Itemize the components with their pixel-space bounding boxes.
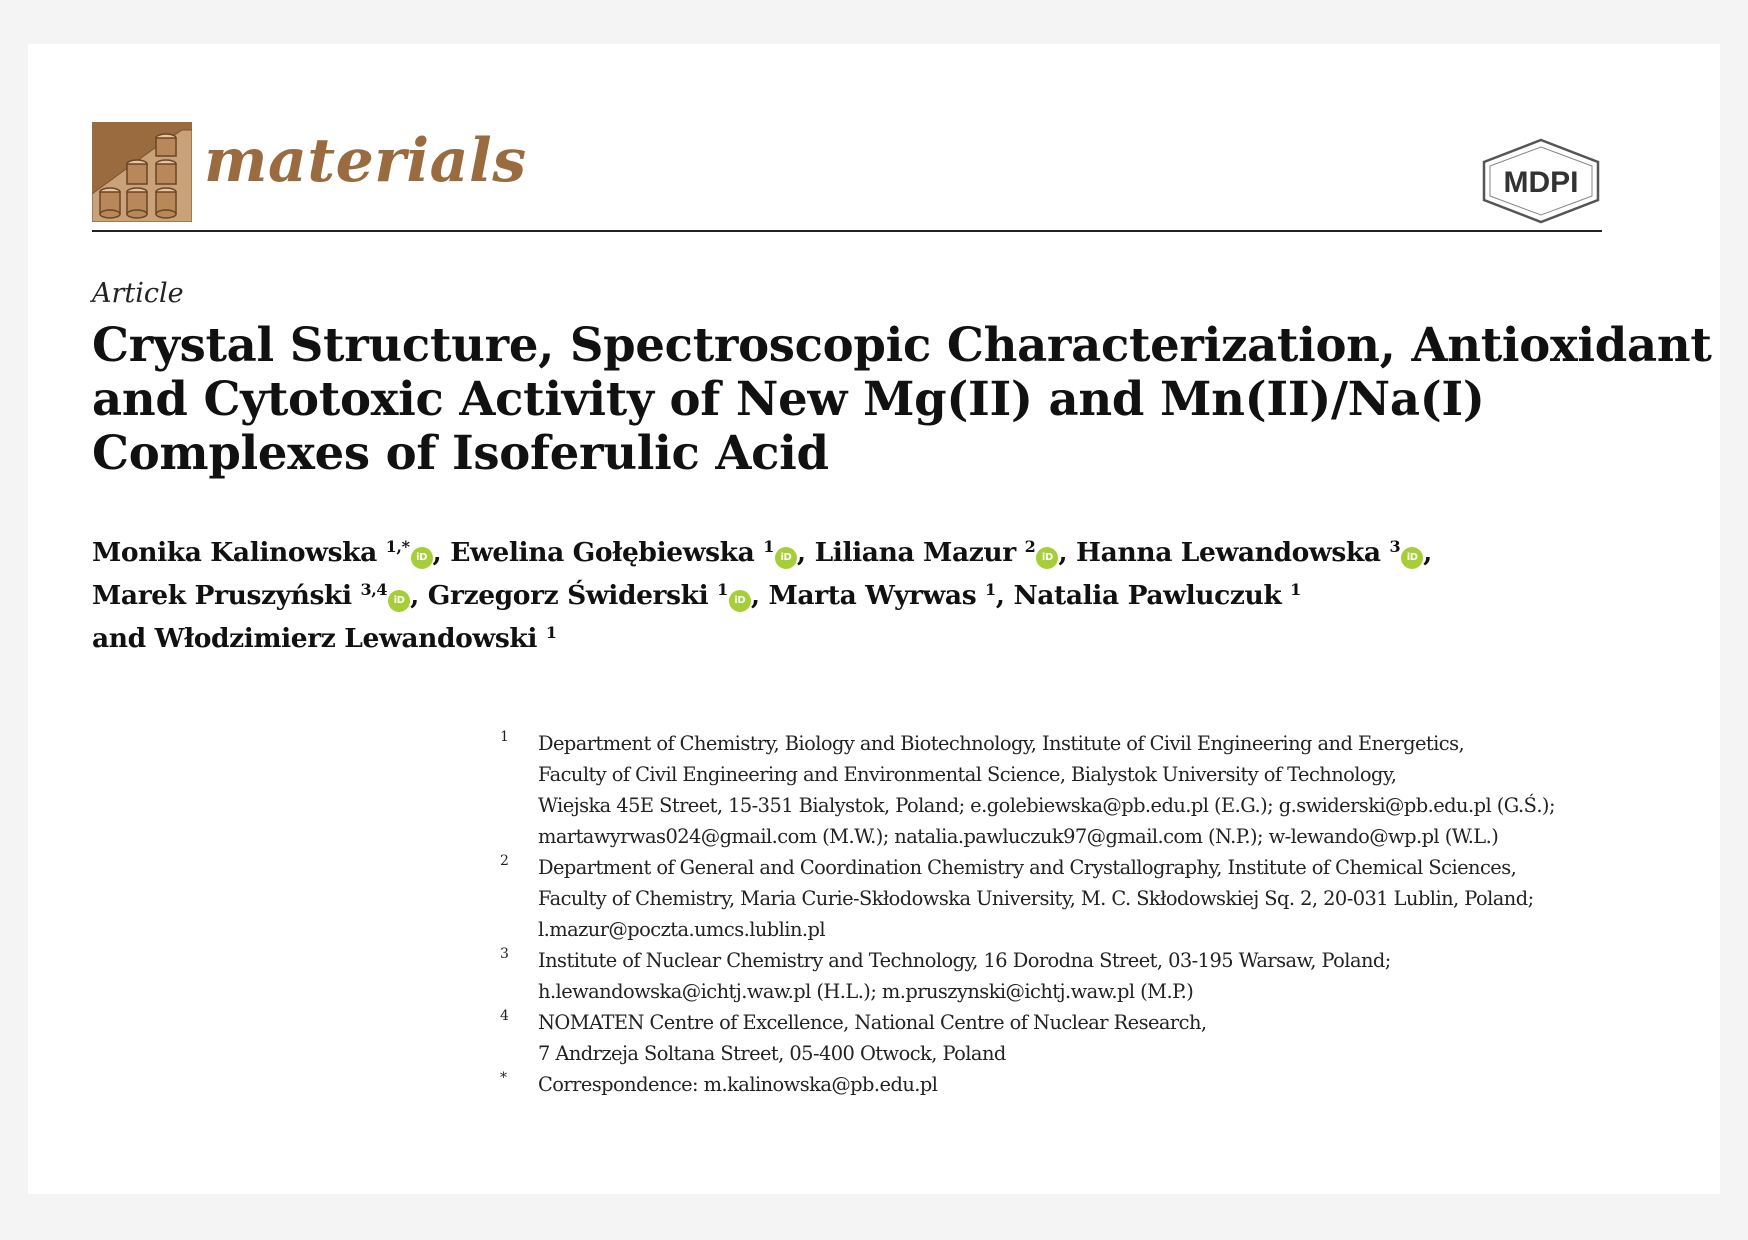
- affiliation-line: martawyrwas024@gmail.com (M.W.); natalia.pawluczuk97@gmail.com (N.P.); w-lewando@wp.pl (W.L.): [538, 825, 1499, 848]
- author-affiliation-sup: 1: [717, 580, 728, 599]
- affiliation-mark: 4: [500, 1008, 509, 1024]
- author-line: [92, 614, 1632, 657]
- affiliation-line: h.lewandowska@ichtj.waw.pl (H.L.); m.pruszynski@ichtj.waw.pl (M.P.): [538, 980, 1194, 1003]
- author-separator: ,: [750, 580, 769, 611]
- affiliation: [496, 852, 1636, 945]
- author: [450, 537, 814, 568]
- affiliation-line: Institute of Nuclear Chemistry and Technology, 16 Dorodna Street, 03-195 Warsaw, Poland;: [538, 949, 1391, 972]
- author-affiliation-sup: 1,*: [385, 537, 410, 556]
- title-line: Complexes of Isoferulic Acid: [92, 425, 829, 480]
- journal-logo-icon: [92, 122, 192, 222]
- affiliation-mark: 1: [500, 729, 509, 745]
- author-affiliation-sup: 1: [545, 623, 557, 642]
- author-name: and Włodzimierz Lewandowski: [92, 623, 537, 654]
- author: [1076, 537, 1432, 568]
- author-affiliation-sup: 2: [1024, 537, 1036, 556]
- author-affiliation-sup: 1: [985, 580, 996, 599]
- author: [92, 580, 428, 611]
- author-name: Natalia Pawluczuk: [1013, 580, 1282, 611]
- affiliation: [496, 1007, 1636, 1069]
- affiliation-mark: 3: [500, 946, 509, 962]
- author-separator: ,: [796, 537, 815, 568]
- author-separator: ,: [1423, 537, 1432, 568]
- author: [428, 580, 769, 611]
- affiliation: [496, 1069, 1636, 1100]
- author: [92, 623, 557, 654]
- mdpi-logo-icon: [1480, 138, 1602, 224]
- orcid-icon[interactable]: iD: [729, 590, 751, 612]
- author: [1013, 580, 1300, 611]
- author-name: Hanna Lewandowska: [1076, 537, 1381, 568]
- author: [92, 537, 450, 568]
- mdpi-logo-text: MDPI: [1503, 166, 1579, 199]
- article-type: Article: [92, 278, 184, 309]
- title-line: and Cytotoxic Activity of New Mg(II) and Mn(II)/Na(I): [92, 371, 1485, 426]
- author-affiliation-sup: 3,4: [360, 580, 388, 599]
- author-name: Marta Wyrwas: [768, 580, 977, 611]
- affiliation: [496, 945, 1636, 1007]
- affiliation-mark: 2: [500, 853, 509, 869]
- author-line: [92, 571, 1632, 614]
- affiliation: [496, 728, 1636, 852]
- title-line: Crystal Structure, Spectroscopic Characterization, Antioxidant: [92, 317, 1712, 372]
- affiliation-line: Faculty of Chemistry, Maria Curie-Skłodowska University, M. C. Skłodowskiej Sq. 2, 20-031 Lublin, Poland;: [538, 887, 1534, 910]
- affiliation-line: Correspondence: m.kalinowska@pb.edu.pl: [538, 1073, 938, 1096]
- affiliation-list: [496, 728, 1636, 1100]
- orcid-icon[interactable]: iD: [1036, 547, 1058, 569]
- author-list: [92, 528, 1632, 657]
- author-separator: ,: [410, 580, 428, 611]
- journal-name: materials: [204, 126, 527, 196]
- author-name: Grzegorz Świderski: [427, 580, 709, 611]
- author: [768, 580, 1013, 611]
- affiliation-line: Department of General and Coordination Chemistry and Crystallography, Institute of Chemical Sciences,: [538, 856, 1517, 879]
- affiliation-line: Wiejska 45E Street, 15-351 Bialystok, Poland; e.golebiewska@pb.edu.pl (E.G.); g.swiderski@pb.edu.pl (G.Ś.);: [538, 794, 1555, 817]
- affiliation-mark: *: [500, 1070, 507, 1086]
- journal-header: [92, 122, 1602, 232]
- paper-title: [92, 317, 1712, 480]
- orcid-icon[interactable]: iD: [775, 547, 797, 569]
- author-line: [92, 528, 1632, 571]
- author-affiliation-sup: 1: [1290, 580, 1301, 599]
- affiliation-line: 7 Andrzeja Soltana Street, 05-400 Otwock, Poland: [538, 1042, 1006, 1065]
- author-affiliation-sup: 1: [763, 537, 774, 556]
- affiliation-line: NOMATEN Centre of Excellence, National Centre of Nuclear Research,: [538, 1011, 1207, 1034]
- author-affiliation-sup: 3: [1389, 537, 1401, 556]
- author-separator: ,: [1058, 537, 1077, 568]
- orcid-icon[interactable]: iD: [411, 547, 433, 569]
- author-name: Ewelina Gołębiewska: [450, 537, 755, 568]
- orcid-icon[interactable]: iD: [1401, 547, 1423, 569]
- affiliation-line: l.mazur@poczta.umcs.lublin.pl: [538, 918, 826, 941]
- affiliation-line: Faculty of Civil Engineering and Environmental Science, Bialystok University of Technology,: [538, 763, 1397, 786]
- affiliation-line: Department of Chemistry, Biology and Biotechnology, Institute of Civil Engineering and Energetics,: [538, 732, 1465, 755]
- orcid-icon[interactable]: iD: [388, 590, 410, 612]
- author-separator: ,: [995, 580, 1014, 611]
- author-name: Marek Pruszyński: [92, 580, 352, 611]
- author: [815, 537, 1076, 568]
- author-name: Liliana Mazur: [814, 537, 1016, 568]
- author-separator: ,: [432, 537, 451, 568]
- author-name: Monika Kalinowska: [92, 537, 377, 568]
